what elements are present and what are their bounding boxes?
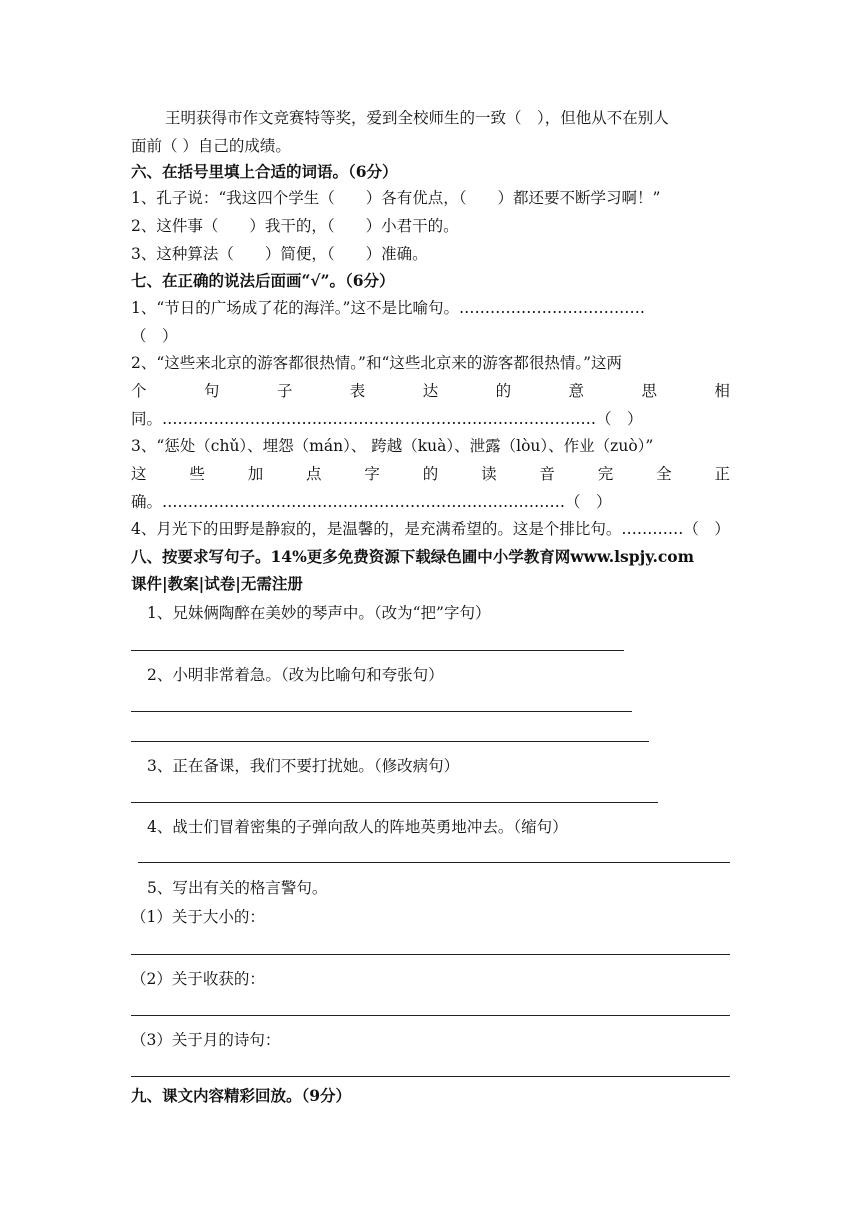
- intro-line-1: 王明获得市作文竞赛特等奖，爱到全校师生的一致（ ），但他从不在别人: [165, 109, 669, 127]
- section-7-item-3-line-3: 确。……………………………………………………………………（ ）: [131, 493, 612, 511]
- section-8-question-4: 4、战士们冒着密集的子弹向敌人的阵地英勇地冲去。（缩句）: [147, 818, 568, 836]
- section-8-question-5: 5、写出有关的格言警句。: [147, 879, 328, 897]
- spread-char: 些: [189, 465, 205, 483]
- section-7-item-3-spread-line: [131, 463, 730, 485]
- section-7-item-2-line-1: 2、“这些来北京的游客都很热情。”和“这些北京来的游客都很热情。”这两: [131, 354, 623, 372]
- section-8-question-5-sub-1: （1）关于大小的：: [131, 908, 265, 926]
- answer-line[interactable]: [138, 862, 730, 863]
- answer-line[interactable]: [131, 741, 649, 742]
- section-6-heading: 六、在括号里填上合适的词语。（6分）: [131, 162, 398, 181]
- answer-line[interactable]: [131, 650, 624, 651]
- section-6-item-3: 3、这种算法（ ）简便，（ ）准确。: [131, 245, 428, 263]
- spread-char: 读: [481, 465, 497, 483]
- spread-char: 完: [597, 465, 614, 483]
- answer-line[interactable]: [131, 1015, 730, 1016]
- section-8-question-5-sub-2: （2）关于收获的：: [131, 970, 265, 988]
- spread-char: 全: [656, 465, 672, 483]
- answer-line[interactable]: [131, 1076, 730, 1077]
- section-8-question-2: 2、小明非常着急。（改为比喻句和夸张句）: [147, 666, 444, 684]
- spread-char: 思: [641, 382, 657, 400]
- section-6-item-1: 1、孔子说：“我这四个学生（ ）各有优点，（ ）都还要不断学习啊！”: [131, 189, 661, 207]
- spread-char: 音: [539, 465, 555, 483]
- spread-char: 句: [203, 382, 220, 400]
- spread-char: 个: [131, 382, 147, 400]
- section-7-item-2-line-3: 同。…………………………………………………………………………（ ）: [131, 410, 643, 428]
- section-8-heading-line-1: 八、按要求写句子。14%更多免费资源下载绿色圃中小学教育网www.lspjy.com: [131, 547, 695, 566]
- section-7-item-4: 4、月光下的田野是静寂的，是温馨的，是充满希望的。这是个排比句。…………（ ）: [131, 520, 730, 538]
- spread-char: 相: [714, 382, 730, 400]
- section-7-item-3-line-1: 3、“惩处（chǔ）、埋怨（mán）、 跨越（kuà）、泄露（lòu）、作业（zuò）”: [131, 437, 654, 455]
- section-9-heading: 九、课文内容精彩回放。（9分）: [131, 1086, 352, 1105]
- spread-char: 字: [364, 465, 380, 483]
- answer-line[interactable]: [131, 711, 632, 712]
- section-7-item-1-answer: （ ）: [131, 327, 178, 345]
- spread-char: 达: [422, 382, 439, 400]
- spread-char: 子: [276, 382, 293, 400]
- spread-char: 这: [131, 465, 147, 483]
- section-8-question-5-sub-3: （3）关于月的诗句：: [131, 1031, 281, 1049]
- spread-char: 点: [306, 465, 322, 483]
- spread-char: 加: [247, 465, 264, 483]
- section-7-heading: 七、在正确的说法后面画“√”。（6分）: [131, 271, 395, 290]
- answer-line[interactable]: [131, 802, 658, 803]
- spread-char: 正: [714, 465, 730, 483]
- spread-char: 意: [568, 382, 585, 400]
- spread-char: 的: [495, 382, 512, 400]
- section-6-item-2: 2、这件事（ ）我干的，（ ）小君干的。: [131, 217, 459, 235]
- section-8-heading-line-2: 课件|教案|试卷|无需注册: [131, 574, 303, 593]
- section-8-question-1: 1、兄妹俩陶醉在美妙的琴声中。（改为“把”字句）: [147, 604, 491, 622]
- intro-line-2: 面前（ ）自己的成绩。: [131, 137, 291, 155]
- spread-char: 表: [349, 382, 366, 400]
- answer-line[interactable]: [131, 954, 730, 955]
- section-8-question-3: 3、正在备课，我们不要打扰她。（修改病句）: [147, 757, 460, 775]
- section-7-item-2-spread-line: [131, 380, 730, 402]
- spread-char: 的: [422, 465, 439, 483]
- section-7-item-1-line-1: 1、“节日的广场成了花的海洋。”这不是比喻句。………………………………: [131, 299, 645, 317]
